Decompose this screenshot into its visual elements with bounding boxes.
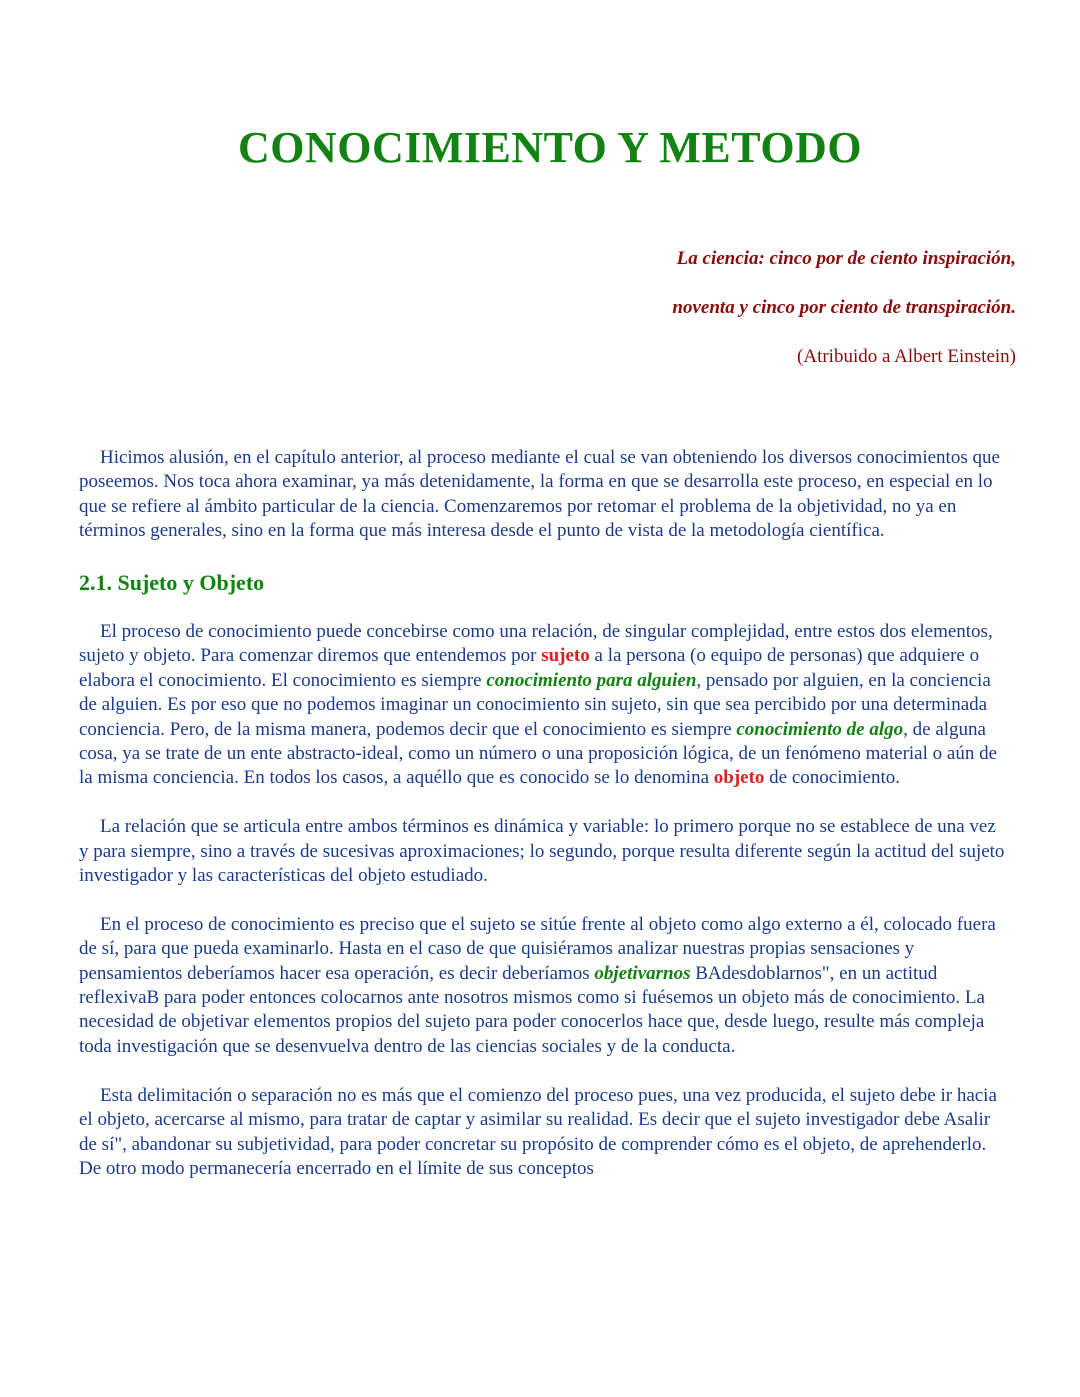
text-run: a la persona (o equipo de personas) que adquiere o elabora el conocimiento. El conocimiento es siempre bbox=[79, 645, 980, 691]
emphasis-conocimiento-de-algo: conocimiento de algo bbox=[736, 718, 904, 740]
epigraph bbox=[672, 248, 1016, 368]
keyword-sujeto: sujeto bbox=[541, 645, 590, 667]
intro-paragraph: Hicimos alusión, en el capítulo anterior, al proceso mediante el cual se van obteniendo los diversos conocimientos que poseemos. Nos toca ahora examinar, ya más detenidamente, la forma en que se desarrolla este proceso, en especial en lo que se refiere al ámbito particular de la ciencia. Comenzaremos por retomar el problema de la objetividad, no ya en términos generales, sino en la forma que más interesa desde el punto de vista de la metodología científica. bbox=[79, 447, 1000, 542]
section-heading: 2.1. Sujeto y Objeto bbox=[79, 570, 265, 596]
epigraph-attribution: (Atribuido a Albert Einstein) bbox=[797, 346, 1016, 367]
paragraph-objectivation bbox=[79, 913, 1009, 1059]
page-title: CONOCIMIENTO Y METODO bbox=[237, 123, 863, 172]
text-run: de conocimiento. bbox=[764, 767, 901, 789]
paragraph-delimitation: Esta delimitación o separación no es más que el comienzo del proceso pues, una vez producida, el sujeto debe ir hacia el objeto, acercarse al mismo, para tratar de captar y asimilar su realidad. Es decir que el sujeto investigador debe Asalir de sí", abandonar su subjetividad, para poder concretar su propósito de comprender cómo es el objeto, de aprehenderlo. De otro modo permanecería encerrado en el límite de sus conceptos bbox=[79, 1084, 997, 1179]
text-run: , pensado por alguien, en la conciencia de alguien. Es por eso que no podemos imaginar un conocimiento sin sujeto, sin que sea percibido por una determinada conciencia. Pero, de la misma manera, podemos decir que el conocimiento es siempre bbox=[79, 669, 991, 740]
text-run: El proceso de conocimiento puede concebirse como una relación, de singular complejidad, entre estos dos elementos, sujeto y objeto. Para comenzar diremos que entendemos por bbox=[79, 621, 993, 667]
text-run: , de alguna cosa, ya se trate de un ente abstracto-ideal, como un número o una proposición lógica, de un fenómeno material o aún de la misma conciencia. En todos los casos, a aquéllo que es conocido se lo denomina bbox=[79, 718, 998, 789]
text-run: BAdesdoblarnos", en un actitud reflexivaB para poder entonces colocarnos ante nosotros mismos como si fuésemos un objeto más de conocimiento. La necesidad de objetivar elementos propios del sujeto para poder conocerlos hace que, desde luego, resulte más compleja toda investigación que se desenvuelva dentro de las ciencias sociales y de la conducta. bbox=[79, 962, 985, 1057]
epigraph-line-1: La ciencia: cinco por de ciento inspiración, bbox=[676, 248, 1016, 269]
emphasis-objetivarnos: objetivarnos bbox=[594, 962, 691, 984]
text-run: En el proceso de conocimiento es preciso que el sujeto se sitúe frente al objeto como algo externo a él, colocado fuera de sí, para que pueda examinarlo. Hasta en el caso de que quisiéramos analizar nuestras propias sensaciones y pensamientos deberíamos hacer esa operación, es decir deberíamos bbox=[79, 913, 996, 984]
emphasis-conocimiento-para-alguien: conocimiento para alguien bbox=[486, 669, 697, 691]
paragraph-relation: La relación que se articula entre ambos términos es dinámica y variable: lo primero porque no se establece de una vez y para siempre, sino a través de sucesivas aproximaciones; lo segundo, porque resulta diferente según la actitud del sujeto investigador y las características del objeto estudiado. bbox=[79, 816, 1005, 887]
paragraph-subject-object bbox=[79, 620, 1009, 791]
keyword-objeto: objeto bbox=[713, 767, 765, 789]
document-body bbox=[79, 446, 1009, 1206]
epigraph-line-2: noventa y cinco por ciento de transpiración. bbox=[672, 297, 1016, 318]
